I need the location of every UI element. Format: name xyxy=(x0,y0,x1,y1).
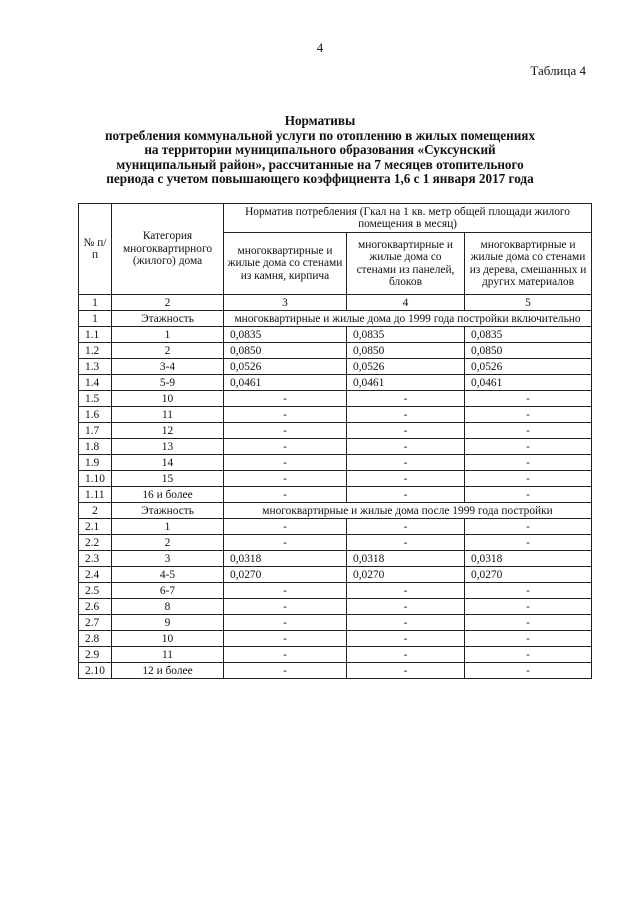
title-line: муниципальный район», рассчитанные на 7 месяцев отопительного xyxy=(116,156,524,172)
row-floors: 2 xyxy=(112,535,224,551)
row-number: 1.1 xyxy=(79,327,112,343)
table-row xyxy=(79,663,592,679)
row-floors: 8 xyxy=(112,599,224,615)
document-title xyxy=(70,114,570,187)
row-number: 1.6 xyxy=(79,407,112,423)
table-row xyxy=(79,423,592,439)
table-row xyxy=(79,519,592,535)
row-number: 1.3 xyxy=(79,359,112,375)
page-number: 4 xyxy=(316,40,324,55)
row-floors: 1 xyxy=(112,327,224,343)
norm-value: 0,0318 xyxy=(224,551,347,567)
header-panel: многоквартирные и жилые дома со стенами из панелей, блоков xyxy=(347,233,465,295)
row-floors: 6-7 xyxy=(112,583,224,599)
row-number: 2.8 xyxy=(79,631,112,647)
row-floors: 13 xyxy=(112,439,224,455)
row-floors: 10 xyxy=(112,631,224,647)
table-row xyxy=(79,359,592,375)
table-row xyxy=(79,391,592,407)
norm-value: - xyxy=(224,663,347,679)
row-floors: 12 и более xyxy=(112,663,224,679)
table-row xyxy=(79,343,592,359)
norm-value: 0,0835 xyxy=(465,327,592,343)
norm-value: 0,0270 xyxy=(224,567,347,583)
norm-value: - xyxy=(347,615,465,631)
norm-value: 0,0461 xyxy=(224,375,347,391)
norm-value: - xyxy=(465,615,592,631)
header-wood: многоквартирные и жилые дома со стенами из дерева, смешанных и других материалов xyxy=(465,233,592,295)
row-number: 1.2 xyxy=(79,343,112,359)
norm-value: - xyxy=(224,407,347,423)
row-number: 1.4 xyxy=(79,375,112,391)
norm-value: - xyxy=(347,599,465,615)
table-row xyxy=(79,487,592,503)
norm-value: 0,0318 xyxy=(465,551,592,567)
norm-value: - xyxy=(224,455,347,471)
table-row xyxy=(79,375,592,391)
row-floors: 2 xyxy=(112,343,224,359)
norm-value: - xyxy=(224,519,347,535)
row-floors: 14 xyxy=(112,455,224,471)
norm-value: 0,0526 xyxy=(224,359,347,375)
row-number: 2.9 xyxy=(79,647,112,663)
norm-value: - xyxy=(465,391,592,407)
column-number: 4 xyxy=(347,295,465,311)
norm-value: 0,0270 xyxy=(465,567,592,583)
norm-value: - xyxy=(465,487,592,503)
norm-value: - xyxy=(224,391,347,407)
table-row xyxy=(79,471,592,487)
column-number: 2 xyxy=(112,295,224,311)
title-line: периода с учетом повышающего коэффициента 1,6 с 1 января 2017 года xyxy=(106,171,534,187)
table-row xyxy=(79,551,592,567)
norm-value: - xyxy=(465,631,592,647)
column-number-row xyxy=(79,295,592,311)
row-number: 2.4 xyxy=(79,567,112,583)
header-category: Категория многоквартирного (жилого) дома xyxy=(112,204,224,295)
row-floors: 11 xyxy=(112,647,224,663)
header-norm-group: Норматив потребления (Гкал на 1 кв. метр общей площади жилого помещения в месяц) xyxy=(224,204,592,233)
row-floors: 4-5 xyxy=(112,567,224,583)
row-floors: 1 xyxy=(112,519,224,535)
norm-value: - xyxy=(465,471,592,487)
row-number: 1.7 xyxy=(79,423,112,439)
row-floors: 16 и более xyxy=(112,487,224,503)
norm-value: - xyxy=(347,663,465,679)
row-floors: 10 xyxy=(112,391,224,407)
row-floors: 12 xyxy=(112,423,224,439)
norm-value: - xyxy=(347,487,465,503)
norm-value: 0,0526 xyxy=(465,359,592,375)
norm-value: 0,0850 xyxy=(224,343,347,359)
norm-value: 0,0835 xyxy=(347,327,465,343)
norm-value: - xyxy=(465,647,592,663)
row-number: 1.8 xyxy=(79,439,112,455)
row-number: 2.6 xyxy=(79,599,112,615)
table-row xyxy=(79,615,592,631)
norm-value: 0,0835 xyxy=(224,327,347,343)
table-row xyxy=(79,647,592,663)
norm-value: - xyxy=(347,471,465,487)
row-floors: 5-9 xyxy=(112,375,224,391)
row-floors: 11 xyxy=(112,407,224,423)
norm-value: - xyxy=(465,663,592,679)
column-number: 3 xyxy=(224,295,347,311)
norm-value: - xyxy=(347,535,465,551)
row-floors: 3 xyxy=(112,551,224,567)
section-caption: многоквартирные и жилые дома после 1999 года постройки xyxy=(224,503,592,519)
row-number: 1.10 xyxy=(79,471,112,487)
norm-value: - xyxy=(347,519,465,535)
norm-value: - xyxy=(465,583,592,599)
header-num: № п/п xyxy=(79,204,112,295)
section-label: Этажность xyxy=(112,503,224,519)
header-row xyxy=(79,204,592,233)
table-row xyxy=(79,439,592,455)
norm-value: - xyxy=(224,471,347,487)
norm-value: - xyxy=(465,519,592,535)
norm-value: - xyxy=(465,439,592,455)
row-number: 1.5 xyxy=(79,391,112,407)
norm-value: - xyxy=(347,423,465,439)
row-number: 2.2 xyxy=(79,535,112,551)
norm-value: - xyxy=(347,455,465,471)
section-row xyxy=(79,311,592,327)
row-number: 2.10 xyxy=(79,663,112,679)
norm-value: - xyxy=(224,439,347,455)
norm-value: - xyxy=(347,407,465,423)
norm-value: 0,0850 xyxy=(465,343,592,359)
table-row xyxy=(79,327,592,343)
table-row xyxy=(79,583,592,599)
row-number: 2.1 xyxy=(79,519,112,535)
norm-value: - xyxy=(224,423,347,439)
norm-value: - xyxy=(347,647,465,663)
norm-value: - xyxy=(465,535,592,551)
section-num: 2 xyxy=(79,503,112,519)
table-row xyxy=(79,567,592,583)
norm-value: - xyxy=(224,647,347,663)
column-number: 1 xyxy=(79,295,112,311)
norm-value: - xyxy=(224,535,347,551)
norm-value: - xyxy=(224,487,347,503)
row-number: 2.7 xyxy=(79,615,112,631)
norm-value: - xyxy=(465,599,592,615)
row-number: 2.3 xyxy=(79,551,112,567)
table-row xyxy=(79,407,592,423)
row-number: 1.9 xyxy=(79,455,112,471)
title-line: Нормативы xyxy=(284,113,356,128)
column-number: 5 xyxy=(465,295,592,311)
norm-value: - xyxy=(465,455,592,471)
section-caption: многоквартирные и жилые дома до 1999 года постройки включительно xyxy=(224,311,592,327)
section-num: 1 xyxy=(79,311,112,327)
norm-value: 0,0461 xyxy=(465,375,592,391)
title-line: потребления коммунальной услуги по отоплению в жилых помещениях xyxy=(104,127,536,143)
row-number: 2.5 xyxy=(79,583,112,599)
norm-value: - xyxy=(465,423,592,439)
table-row xyxy=(79,535,592,551)
norm-value: 0,0526 xyxy=(347,359,465,375)
norm-value: - xyxy=(224,615,347,631)
header-stone: многоквартирные и жилые дома со стенами из камня, кирпича xyxy=(224,233,347,295)
table-label: Таблица 4 xyxy=(530,63,586,78)
norm-value: 0,0318 xyxy=(347,551,465,567)
row-number: 1.11 xyxy=(79,487,112,503)
title-line: на территории муниципального образования «Суксунский xyxy=(144,142,496,158)
table-row xyxy=(79,455,592,471)
norm-value: 0,0461 xyxy=(347,375,465,391)
norm-value: - xyxy=(224,631,347,647)
norm-value: - xyxy=(465,407,592,423)
norm-value: - xyxy=(347,439,465,455)
row-floors: 3-4 xyxy=(112,359,224,375)
norm-value: - xyxy=(224,583,347,599)
norm-value: - xyxy=(224,599,347,615)
norm-value: - xyxy=(347,391,465,407)
norm-value: 0,0850 xyxy=(347,343,465,359)
table-row xyxy=(79,599,592,615)
row-floors: 15 xyxy=(112,471,224,487)
row-floors: 9 xyxy=(112,615,224,631)
norms-table xyxy=(78,203,592,679)
norm-value: 0,0270 xyxy=(347,567,465,583)
table-row xyxy=(79,631,592,647)
norm-value: - xyxy=(347,631,465,647)
norm-value: - xyxy=(347,583,465,599)
section-label: Этажность xyxy=(112,311,224,327)
section-row xyxy=(79,503,592,519)
